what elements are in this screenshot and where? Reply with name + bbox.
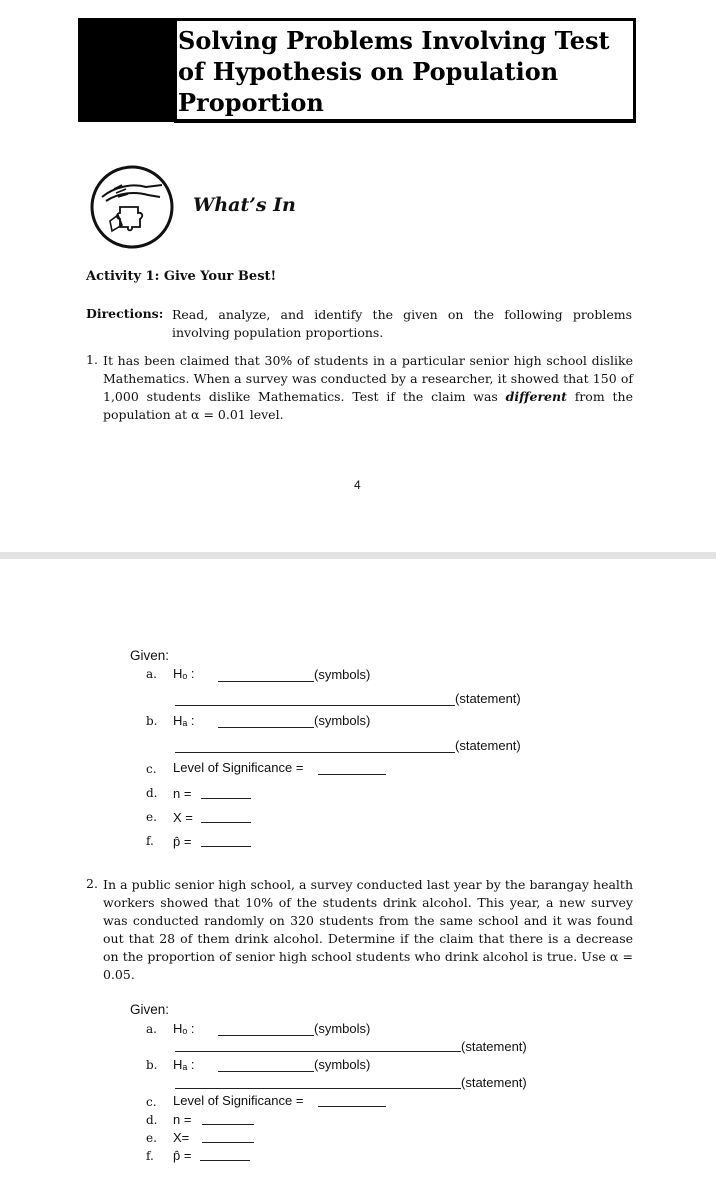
given-1-p-hat-label: p̂ = <box>173 834 192 849</box>
given-1-significance-blank[interactable] <box>318 774 386 775</box>
problem-1-text <box>103 352 633 424</box>
given-1-x-blank[interactable] <box>201 822 251 823</box>
given-2-b-letter: b. <box>146 1058 158 1072</box>
given-2-alt-statement-hint: (statement) <box>461 1075 527 1090</box>
directions-label: Directions: <box>86 306 164 321</box>
page-number: 4 <box>354 478 361 492</box>
given-2-alt-hypothesis-label: Hₐ : <box>173 1057 195 1072</box>
given-1-null-statement-blank[interactable] <box>175 705 455 706</box>
given-2-p-hat-blank[interactable] <box>200 1160 250 1161</box>
given-1-title: Given: <box>130 648 170 663</box>
page-title <box>178 25 628 118</box>
given-2-e-letter: e. <box>146 1131 157 1145</box>
given-2-a-letter: a. <box>146 1022 157 1036</box>
problem-2-number: 2. <box>86 876 98 891</box>
directions-text: Read, analyze, and identify the given on the following problems involving population proportions. <box>172 307 632 340</box>
page-separator <box>0 552 716 559</box>
given-2-significance-blank[interactable] <box>318 1106 386 1107</box>
given-1-x-label: X = <box>173 810 193 825</box>
hand-puzzle-icon <box>88 163 176 251</box>
title-line-2: of Hypothesis on Population <box>178 57 559 86</box>
section-title: What’s In <box>193 194 296 216</box>
given-2-c-letter: c. <box>146 1095 157 1109</box>
given-1-e-letter: e. <box>146 810 157 824</box>
given-2-x-blank[interactable] <box>202 1142 254 1143</box>
given-1-null-hypothesis-label: Hₒ : <box>173 666 195 681</box>
given-2-alt-symbols-hint: (symbols) <box>314 1057 371 1072</box>
problem-1-number: 1. <box>86 352 98 367</box>
given-1-alt-symbols-blank[interactable] <box>218 727 314 728</box>
given-1-d-letter: d. <box>146 786 158 800</box>
given-2-n-label: n = <box>173 1112 192 1127</box>
given-1-null-symbols-hint: (symbols) <box>314 667 371 682</box>
given-2-null-symbols-hint: (symbols) <box>314 1021 371 1036</box>
given-1-null-symbols-blank[interactable] <box>218 681 314 682</box>
given-1-significance-label: Level of Significance = <box>173 760 304 775</box>
activity-title: Activity 1: Give Your Best! <box>86 269 277 284</box>
title-banner-block <box>78 18 176 122</box>
given-1-alt-statement-hint: (statement) <box>455 738 521 753</box>
problem-1-emphasis: different <box>505 389 567 404</box>
given-2-null-statement-hint: (statement) <box>461 1039 527 1054</box>
given-2-alt-symbols-blank[interactable] <box>218 1071 314 1072</box>
title-line-1: Solving Problems Involving Test <box>178 26 610 55</box>
given-2-title: Given: <box>130 1002 170 1017</box>
given-1-n-label: n = <box>173 786 192 801</box>
given-1-f-letter: f. <box>146 834 154 848</box>
given-2-null-hypothesis-label: Hₒ : <box>173 1021 195 1036</box>
given-2-d-letter: d. <box>146 1113 158 1127</box>
problem-1-text-end: from the population at α = 0.01 level. <box>103 389 633 422</box>
given-1-n-blank[interactable] <box>201 798 251 799</box>
given-2-f-letter: f. <box>146 1149 154 1163</box>
given-2-n-blank[interactable] <box>202 1124 254 1125</box>
given-1-null-statement-hint: (statement) <box>455 691 521 706</box>
given-1-alt-hypothesis-label: Hₐ : <box>173 713 195 728</box>
given-1-c-letter: c. <box>146 762 157 776</box>
given-2-alt-statement-blank[interactable] <box>175 1088 461 1089</box>
given-2-p-hat-label: p̂ = <box>173 1148 192 1163</box>
given-1-alt-statement-blank[interactable] <box>175 752 455 753</box>
problem-1-text-start: It has been claimed that 30% of students in a particular senior high school dislike Mathematics. When a survey was conducted by a researcher, it showed that 150 of 1,000 students dislike Mathematics. Test if the claim was <box>103 353 633 404</box>
given-2-x-label: X= <box>173 1130 190 1145</box>
title-line-3: Proportion <box>178 88 324 117</box>
given-2-significance-label: Level of Significance = <box>173 1093 304 1108</box>
given-1-a-letter: a. <box>146 667 157 681</box>
given-2-null-symbols-blank[interactable] <box>218 1035 314 1036</box>
given-1-b-letter: b. <box>146 714 158 728</box>
problem-2-text: In a public senior high school, a survey conducted last year by the barangay health workers showed that 10% of the students drink alcohol. This year, a new survey was conducted randomly on 320 students from the same school and it was found out that 28 of them drink alcohol. Determine if the claim that there is a decrease on the proportion of senior high school students who drink alcohol is true. Use α = 0.05. <box>103 877 633 982</box>
given-1-alt-symbols-hint: (symbols) <box>314 713 371 728</box>
given-1-p-hat-blank[interactable] <box>201 846 251 847</box>
given-2-null-statement-blank[interactable] <box>175 1051 461 1052</box>
